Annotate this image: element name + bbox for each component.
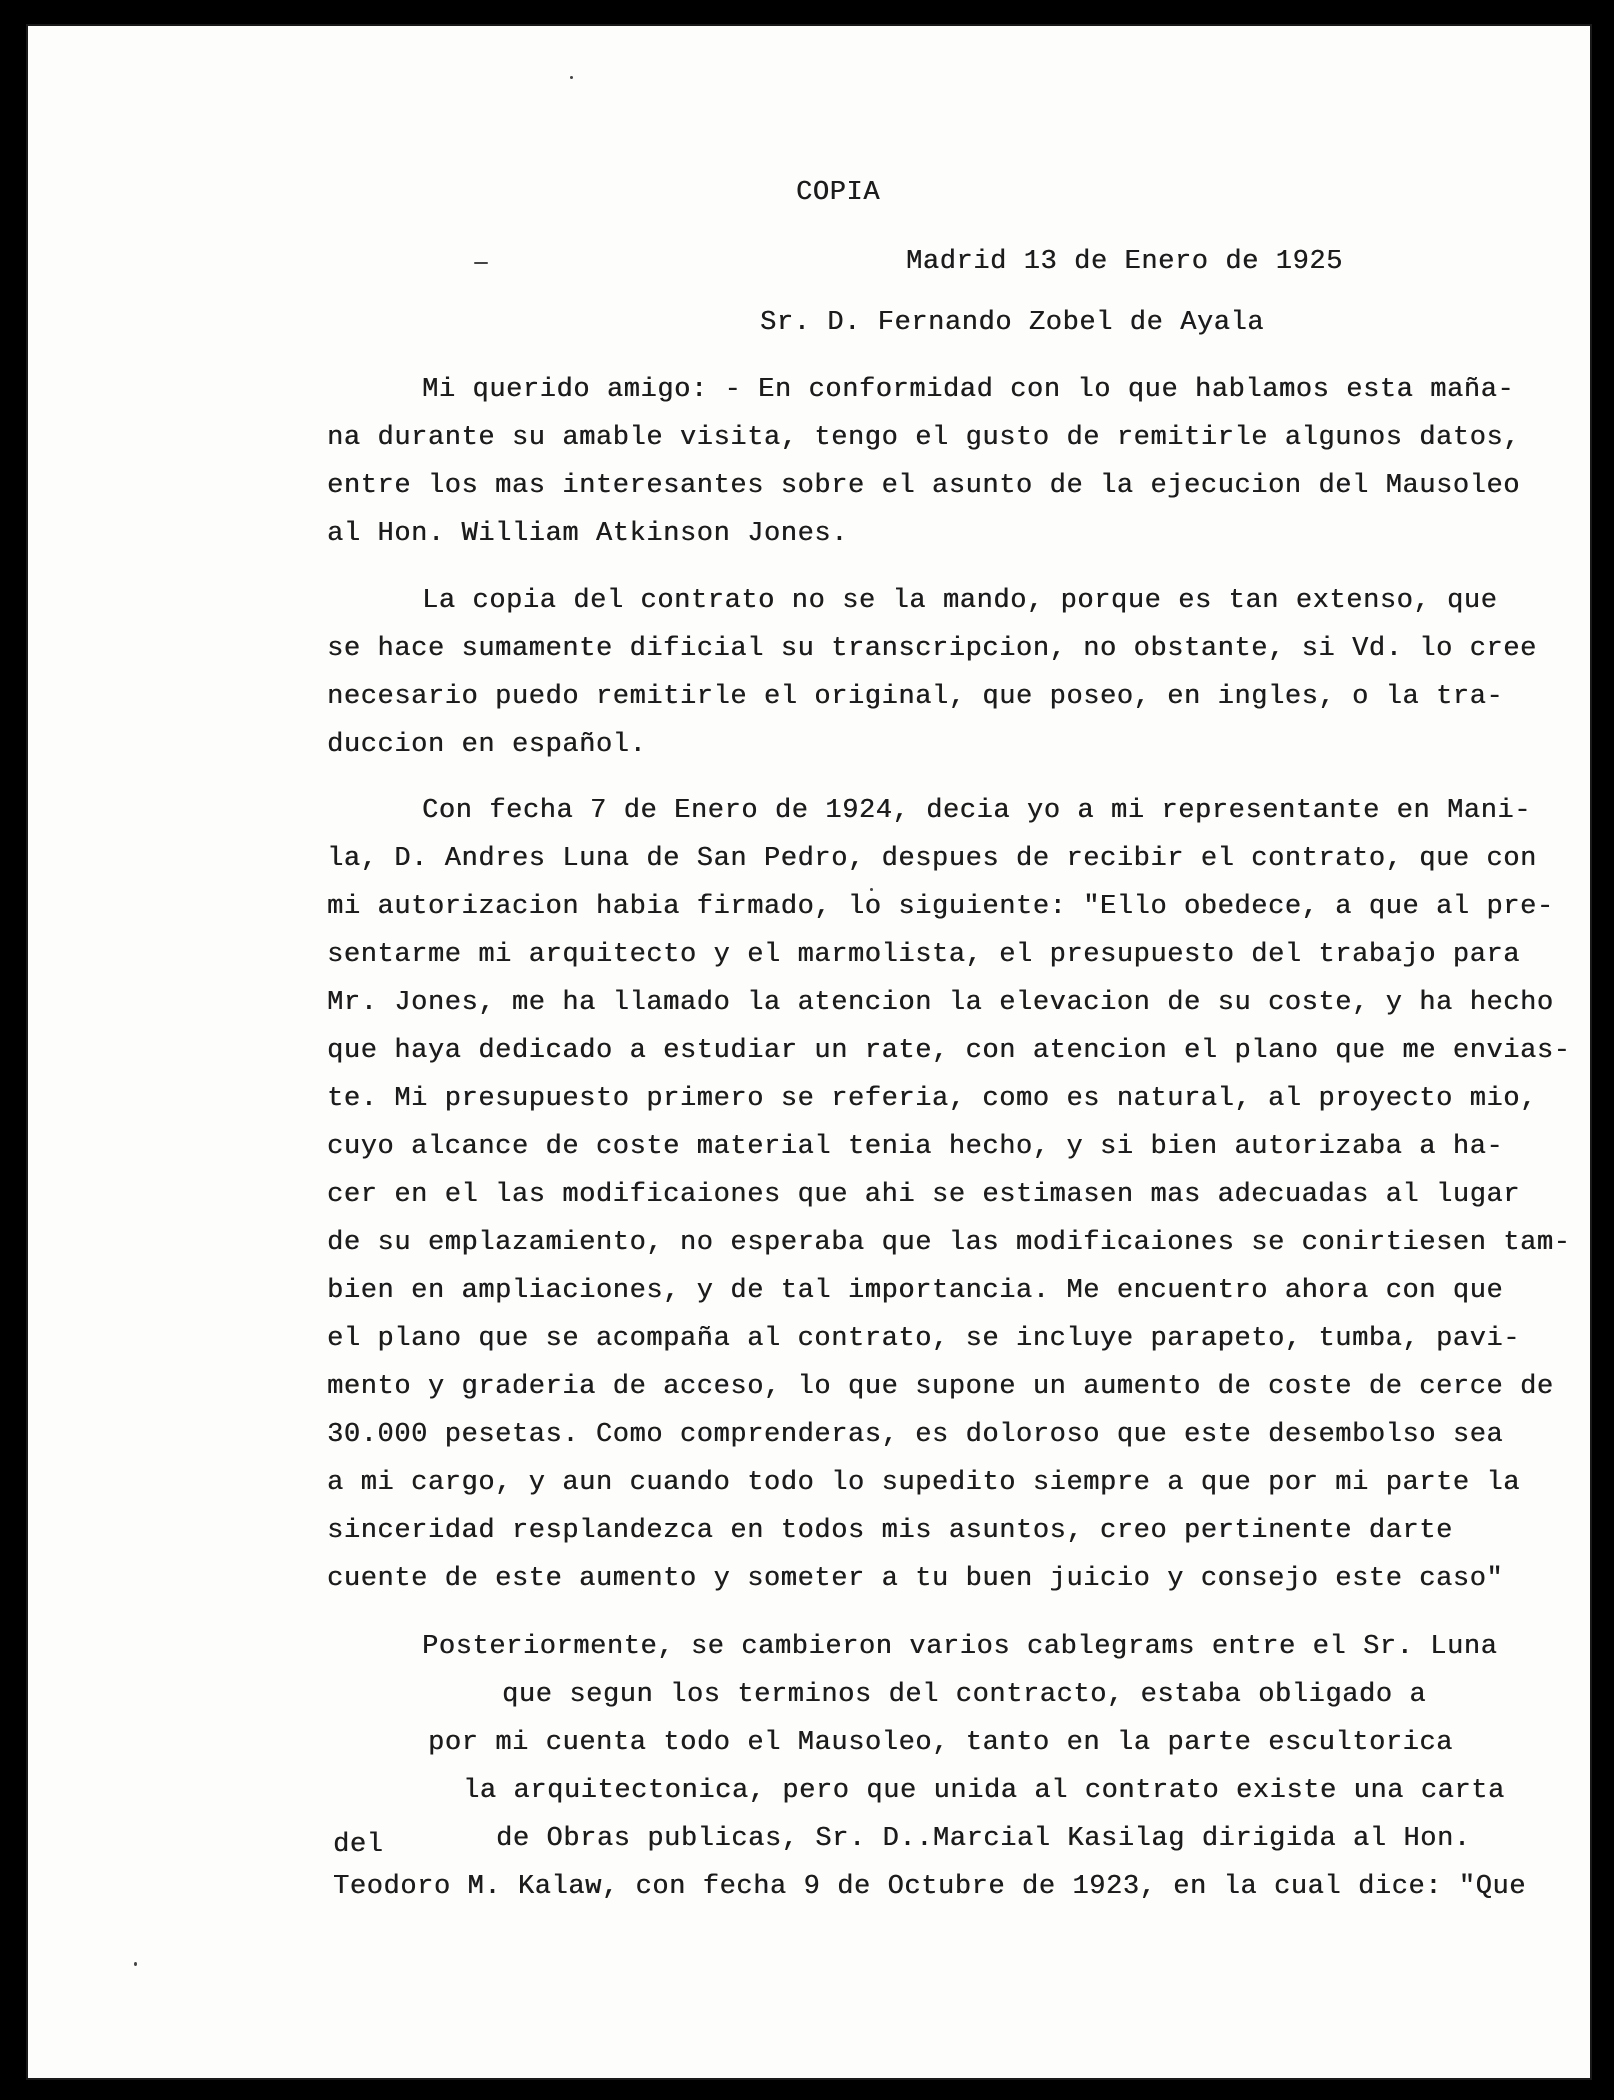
paragraph-2-line-2: se hace sumamente dificial su transcripcion, no obstante, si Vd. lo cree [327,634,1537,664]
paragraph-4-line-6: Teodoro M. Kalaw, con fecha 9 de Octubre de 1923, en la cual dice: "Que [333,1872,1526,1902]
paragraph-3-line-3: mi autorizacion habia firmado, lo siguiente: "Ello obedece, a que al pre- [327,892,1554,922]
paragraph-3-line-17: cuente de este aumento y someter a tu buen juicio y consejo este caso" [327,1564,1504,1594]
paragraph-3-line-8: cuyo alcance de coste material tenia hecho, y si bien autorizaba a ha- [327,1132,1504,1162]
date-line: Madrid 13 de Enero de 1925 [906,247,1343,277]
paragraph-2-line-4: duccion en español. [327,730,647,760]
scan-speck [474,262,488,264]
paragraph-4-line-2: que segun los terminos del contracto, estaba obligado a [502,1680,1427,1710]
paragraph-3-line-10: de su emplazamiento, no esperaba que las modificaiones se conirtiesen tam- [327,1228,1571,1258]
paragraph-3-line-16: sinceridad resplandezca en todos mis asuntos, creo pertinente darte [327,1516,1453,1546]
paragraph-3-line-1: Con fecha 7 de Enero de 1924, decia yo a mi representante en Mani- [422,796,1531,826]
paragraph-2-line-1: La copia del contrato no se la mando, porque es tan extenso, que [422,586,1498,616]
paragraph-4-line-3: por mi cuenta todo el Mausoleo, tanto en la parte escultorica [428,1728,1453,1758]
paragraph-3-line-9: cer en el las modificaiones que ahi se estimasen mas adecuadas al lugar [327,1180,1520,1210]
paragraph-3-line-12: el plano que se acompaña al contrato, se incluye parapeto, tumba, pavi- [327,1324,1520,1354]
paragraph-1-line-4: al Hon. William Atkinson Jones. [327,519,848,549]
paragraph-3-line-7: te. Mi presupuesto primero se referia, como es natural, al proyecto mio, [327,1084,1537,1114]
paragraph-1-line-3: entre los mas interesantes sobre el asunto de la ejecucion del Mausoleo [327,471,1520,501]
paragraph-3-line-6: que haya dedicado a estudiar un rate, con atencion el plano que me envias- [327,1036,1571,1066]
paragraph-1-line-2: na durante su amable visita, tengo el gusto de remitirle algunos datos, [327,423,1520,453]
scan-speck [134,1962,137,1966]
addressee-line: Sr. D. Fernando Zobel de Ayala [760,308,1265,338]
heading-copia: COPIA [796,178,881,208]
paragraph-3-line-4: sentarme mi arquitecto y el marmolista, el presupuesto del trabajo para [327,940,1520,970]
paragraph-4-line-5b: de Obras publicas, Sr. D..Marcial Kasilag dirigida al Hon. [496,1824,1471,1854]
paragraph-3-line-5: Mr. Jones, me ha llamado la atencion la elevacion de su coste, y ha hecho [327,988,1554,1018]
paragraph-3-line-15: a mi cargo, y aun cuando todo lo supedito siempre a que por mi parte la [327,1468,1520,1498]
scan-speck [570,76,573,79]
paragraph-3-line-2: la, D. Andres Luna de San Pedro, despues de recibir el contrato, que con [327,844,1537,874]
paragraph-4-line-5a: del [333,1830,384,1860]
paragraph-2-line-3: necesario puedo remitirle el original, que poseo, en ingles, o la tra- [327,682,1504,712]
scan-speck [870,888,873,891]
paragraph-3-line-13: mento y graderia de acceso, lo que supone un aumento de coste de cerce de [327,1372,1554,1402]
paragraph-1-line-1: Mi querido amigo: - En conformidad con lo que hablamos esta maña- [422,375,1515,405]
paragraph-3-line-14: 30.000 pesetas. Como comprenderas, es doloroso que este desembolso sea [327,1420,1504,1450]
paragraph-3-line-11: bien en ampliaciones, y de tal importancia. Me encuentro ahora con que [327,1276,1504,1306]
paragraph-4-line-1: Posteriormente, se cambieron varios cablegrams entre el Sr. Luna [422,1632,1498,1662]
paragraph-4-line-4: la arquitectonica, pero que unida al contrato existe una carta [463,1776,1505,1806]
